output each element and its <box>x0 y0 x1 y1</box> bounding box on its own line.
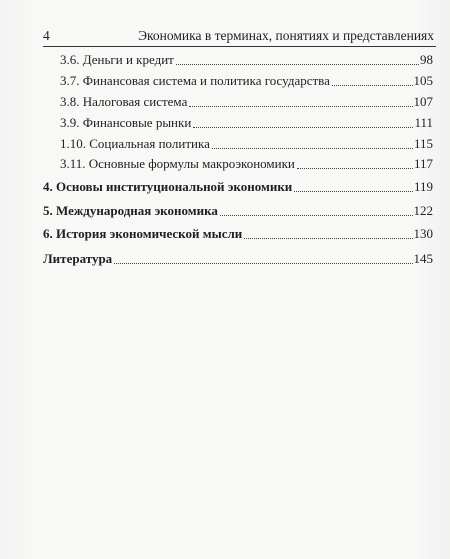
toc-entry-label: 3.8. Налоговая система <box>60 94 188 109</box>
toc-entry-page: 98 <box>420 52 433 67</box>
dot-leader <box>297 168 413 169</box>
toc-entry-label: 3.9. Финансовые рынки <box>60 115 192 130</box>
dot-leader <box>212 148 413 149</box>
dot-leader <box>193 127 413 128</box>
toc-entry-label: 5. Международная экономика <box>43 203 218 218</box>
toc-entry-page: 107 <box>413 94 433 109</box>
toc-entry-3-8 <box>43 94 433 110</box>
page-header <box>43 28 436 47</box>
toc-entry-3-11 <box>43 156 433 172</box>
dot-leader <box>114 263 412 264</box>
page-number: 4 <box>43 28 50 43</box>
toc-entry-3-7 <box>43 73 433 89</box>
toc-entry-chapter-5 <box>43 203 433 219</box>
toc-entry-1-10 <box>43 136 433 152</box>
dot-leader <box>244 238 412 239</box>
dot-leader <box>220 215 413 216</box>
toc-entry-chapter-4 <box>43 179 433 195</box>
toc-entry-page: 105 <box>413 73 433 88</box>
toc-entry-page: 145 <box>413 251 433 266</box>
toc-entry-label: 6. История экономической мысли <box>43 226 243 241</box>
toc-entry-label: 3.7. Финансовая система и политика государства <box>60 73 330 88</box>
toc-entry-label: 4. Основы институциональной экономики <box>43 179 293 194</box>
toc-entry-page: 130 <box>413 226 433 241</box>
dot-leader <box>332 85 413 86</box>
toc-entry-label: 3.11. Основные формулы макроэкономики <box>60 156 295 171</box>
running-title: Экономика в терминах, понятиях и представлениях <box>138 28 434 43</box>
toc-entry-page: 117 <box>413 156 433 171</box>
dot-leader <box>189 106 412 107</box>
toc-entry-label: Литература <box>43 251 113 266</box>
toc-entry-page: 111 <box>414 115 433 130</box>
toc-entry-label: 3.6. Деньги и кредит <box>60 52 174 67</box>
toc-entry-3-6 <box>43 52 433 68</box>
toc-entry-page: 115 <box>413 136 433 151</box>
toc-entry-page: 119 <box>413 179 433 194</box>
toc-entry-literature <box>43 251 433 267</box>
toc-entry-page: 122 <box>413 203 433 218</box>
dot-leader <box>294 191 413 192</box>
dot-leader <box>176 64 419 65</box>
toc-entry-3-9 <box>43 115 433 131</box>
toc-entry-label: 1.10. Социальная политика <box>60 136 210 151</box>
toc-entry-chapter-6 <box>43 226 433 242</box>
